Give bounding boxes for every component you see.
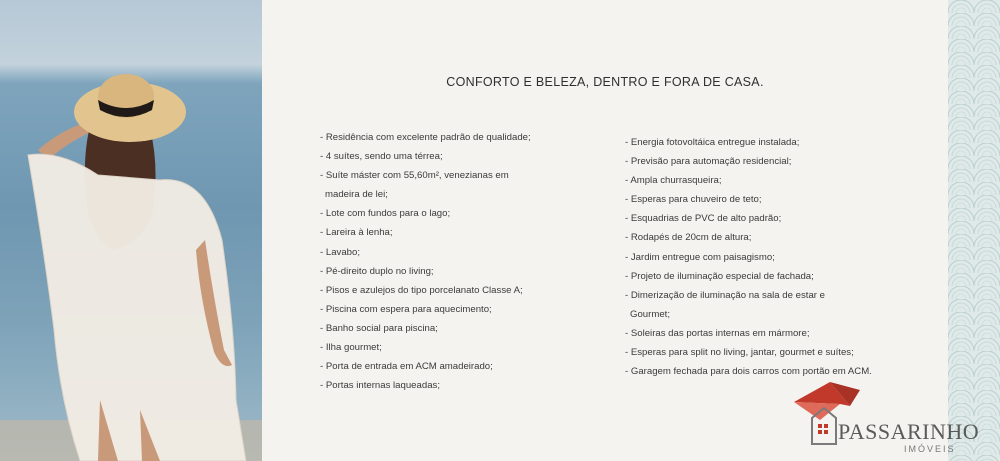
list-item: - Esquadrias de PVC de alto padrão; [625, 213, 782, 225]
features-list-right [625, 133, 872, 381]
list-item: - Suíte máster com 55,60m², venezianas em [320, 170, 509, 182]
list-item: - Residência com excelente padrão de qualidade; [320, 132, 531, 143]
list-item: - Energia fotovoltáica entregue instalada; [625, 137, 800, 148]
list-item: - Banho social para piscina; [320, 322, 438, 334]
list-item: - Ilha gourmet; [320, 342, 382, 354]
beach-photo [0, 0, 262, 461]
list-item: - Lote com fundos para o lago; [320, 208, 451, 220]
list-item: - Porta de entrada em ACM amadeirado; [320, 361, 493, 373]
list-item: madeira de lei; [325, 189, 388, 201]
woman-beach-illustration [0, 0, 262, 461]
list-item: - Projeto de iluminação especial de fachada; [625, 270, 814, 282]
list-item: - Dimerização de iluminação na sala de estar e [625, 289, 825, 301]
list-item: - Garagem fechada para dois carros com portão em ACM. [625, 366, 872, 378]
list-item: - Pisos e azulejos do tipo porcelanato Classe A; [320, 284, 523, 296]
list-item: - Ampla churrasqueira; [625, 175, 722, 187]
list-item: - Lavabo; [320, 246, 361, 258]
list-item: - Jardim entregue com paisagismo; [625, 251, 775, 263]
list-item: Gourmet; [630, 308, 670, 320]
features-list-left [320, 128, 531, 395]
page-headline: CONFORTO E BELEZA, DENTRO E FORA DE CASA. [446, 75, 764, 89]
logo-name: PASSARINHO [838, 419, 980, 444]
list-item: - Soleiras das portas internas em mármore; [625, 327, 810, 339]
list-item: - Piscina com espera para aquecimento; [320, 303, 492, 315]
logo-subtitle: IMÓVEIS [904, 444, 956, 454]
company-logo[interactable] [790, 380, 1000, 461]
list-item: - Lareira à lenha; [320, 227, 393, 239]
list-item: - Pé-direito duplo no living; [320, 265, 434, 277]
list-item: - Esperas para chuveiro de teto; [625, 194, 762, 206]
list-item: - Previsão para automação residencial; [625, 156, 792, 168]
list-item: - Rodapés de 20cm de altura; [625, 232, 752, 244]
list-item: - 4 suítes, sendo uma térrea; [320, 151, 443, 163]
list-item: - Esperas para split no living, jantar, gourmet e suítes; [625, 347, 854, 359]
list-item: - Portas internas laqueadas; [320, 380, 440, 392]
